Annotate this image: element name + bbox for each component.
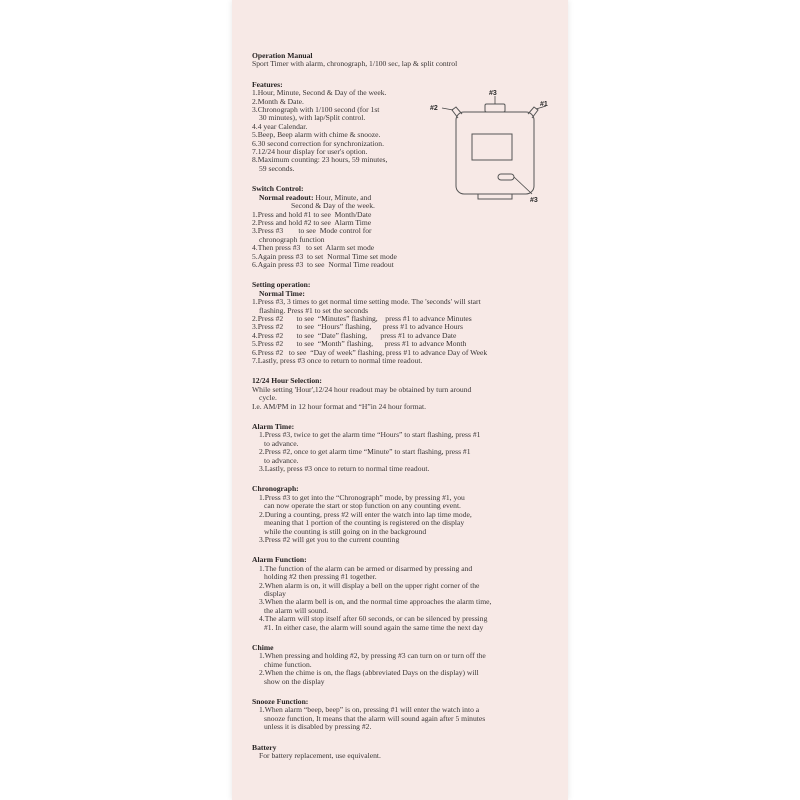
chronograph-line: 2.During a counting, press #2 will enter the watch into lap time mode, (259, 509, 472, 519)
alarm-time-line: to advance. (264, 455, 299, 465)
switch-line: 1.Press and hold #1 to see Month/Date (252, 209, 372, 219)
switch-line: 4.Then press #3 to set Alarm set mode (252, 243, 375, 253)
snooze-heading: Snooze Function: (252, 697, 309, 706)
setting-line: 3.Press #2 to see “Hours” flashing, press #1 to advance Hours (252, 322, 463, 332)
chime-heading: Chime (252, 642, 274, 652)
snooze-line: snooze function, It means that the alarm will sound again after 5 minutes (264, 713, 486, 723)
alarm-function-line: display (264, 588, 286, 598)
hour-selection-line: While setting 'Hour',12/24 hour readout may be obtained by turn around (252, 384, 472, 394)
manual-title: Operation Manual (252, 51, 313, 60)
chronograph-heading: Chronograph: (252, 484, 299, 494)
switch-line: 2.Press and hold #2 to see Alarm Time (252, 217, 372, 227)
features-line: 5.Beep, Beep alarm with chime & snooze. (252, 130, 381, 140)
label-3-top: #3 (489, 90, 497, 97)
switch-line: 6.Again press #3 to see Normal Time readout (252, 259, 394, 269)
setting-line: 5.Press #2 to see “Month” flashing, press #1 to advance Month (252, 339, 467, 349)
battery-line: For battery replacement, use equivalent. (259, 751, 381, 761)
switch-line: 3.Press #3 to see Mode control for (252, 226, 372, 236)
chime-line: chime function. (264, 659, 312, 669)
alarm-time-line: 2.Press #2, once to get alarm time “Minute” to start flashing, press #1 (259, 447, 471, 457)
alarm-time-line: 3.Lastly, press #3 once to return to normal time readout. (259, 464, 430, 474)
chronograph-line: can now operate the start or stop function on any counting event. (264, 501, 461, 511)
alarm-function-line: 4.The alarm will stop itself after 60 seconds, or can be silenced by pressing (259, 614, 488, 624)
features-line: 3.Chronograph with 1/100 second (for 1st (252, 105, 380, 115)
snooze-line: unless it is disabled by pressing #2. (264, 722, 372, 732)
chime-line: 2.When the chime is on, the flags (abbreviated Days on the display) will (259, 668, 479, 678)
label-3-bottom: #3 (530, 197, 538, 204)
alarm-function-line: holding #2 then pressing #1 together. (264, 572, 377, 582)
features-line: 30 minutes), with lap/Split control. (259, 113, 366, 123)
alarm-time-heading: Alarm Time: (252, 422, 295, 432)
label-2: #2 (430, 105, 438, 112)
setting-line: 6.Press #2 to see “Day of week” flashing, press #1 to advance Day of Week (252, 347, 488, 357)
manual-text (252, 52, 552, 760)
switch-control-heading: Switch Control: (252, 184, 304, 194)
setting-line: 7.Lastly, press #3 once to return to normal time readout. (252, 356, 423, 365)
normal-time-subheading: Normal Time: (259, 288, 305, 298)
features-line: 2.Month & Date. (252, 96, 304, 106)
chime-line: 1.When pressing and holding #2, by pressing #3 can turn on or turn off the (259, 651, 486, 661)
alarm-function-line: #1. In either case, the alarm will sound again the same time the next day (264, 622, 484, 632)
normal-readout-label: Normal readout: (259, 192, 314, 202)
switch-line: chronograph function (259, 234, 325, 244)
chime-line: show on the display (264, 676, 325, 686)
switch-line: 5.Again press #3 to set Normal Time set mode (252, 251, 397, 261)
alarm-function-line: 3.When the alarm bell is on, and the normal time approaches the alarm time, (259, 597, 492, 607)
setting-heading: Setting operation: (252, 280, 311, 290)
hour-selection-line: cycle. (259, 393, 277, 403)
hour-selection-line: I.e. AM/PM in 12 hour format and “H”in 24 hour format. (252, 401, 426, 411)
features-heading: Features: (252, 79, 283, 89)
alarm-time-line: 1.Press #3, twice to get the alarm time “Hours” to start flashing, press #1 (259, 430, 481, 440)
chronograph-line: while the counting is still going on in the background (264, 526, 427, 536)
features-line: 4.4 year Calendar. (252, 121, 308, 131)
features-line: 8.Maximum counting: 23 hours, 59 minutes, (252, 155, 388, 165)
features-line: 6.30 second correction for synchronization. (252, 138, 385, 148)
setting-line: 1.Press #3, 3 times to get normal time setting mode. The 'seconds' will start (252, 297, 481, 307)
alarm-function-line: 2.When alarm is on, it will display a bell on the upper right corner of the (259, 580, 480, 590)
alarm-function-heading: Alarm Function: (252, 555, 307, 565)
features-line: 59 seconds. (259, 163, 295, 173)
label-1: #1 (540, 101, 548, 108)
chronograph-line: 1.Press #3 to get into the “Chronograph” mode, by pressing #1, you (259, 492, 465, 502)
alarm-function-line: the alarm will sound. (264, 605, 329, 615)
battery-heading: Battery (252, 742, 277, 752)
features-line: 7.12/24 hour display for user's option. (252, 147, 368, 157)
hour-selection-heading: 12/24 Hour Selection: (252, 376, 322, 386)
alarm-time-line: to advance. (264, 438, 299, 448)
setting-line: flashing. Press #1 to set the seconds (259, 305, 369, 315)
chronograph-line: meaning that 1 portion of the counting is registered on the display (264, 518, 465, 528)
chronograph-line: 3.Press #2 will get you to the current counting (259, 534, 400, 544)
snooze-line: 1.When alarm “beep, beep” is on, pressing #1 will enter the watch into a (259, 705, 480, 715)
manual-card (232, 0, 568, 800)
alarm-function-line: 1.The function of the alarm can be armed or disarmed by pressing and (259, 563, 473, 573)
manual-subtitle: Sport Timer with alarm, chronograph, 1/100 sec, lap & split control (252, 59, 458, 69)
setting-line: 4.Press #2 to see “Date” flashing, press #1 to advance Date (252, 330, 457, 340)
setting-line: 2.Press #2 to see “Minutes” flashing, press #1 to advance Minutes (252, 313, 472, 323)
normal-readout-text-2: Second & Day of the week. (291, 201, 375, 211)
features-line: 1.Hour, Minute, Second & Day of the week. (252, 88, 387, 98)
normal-readout-text: Hour, Minute, and (315, 192, 372, 202)
